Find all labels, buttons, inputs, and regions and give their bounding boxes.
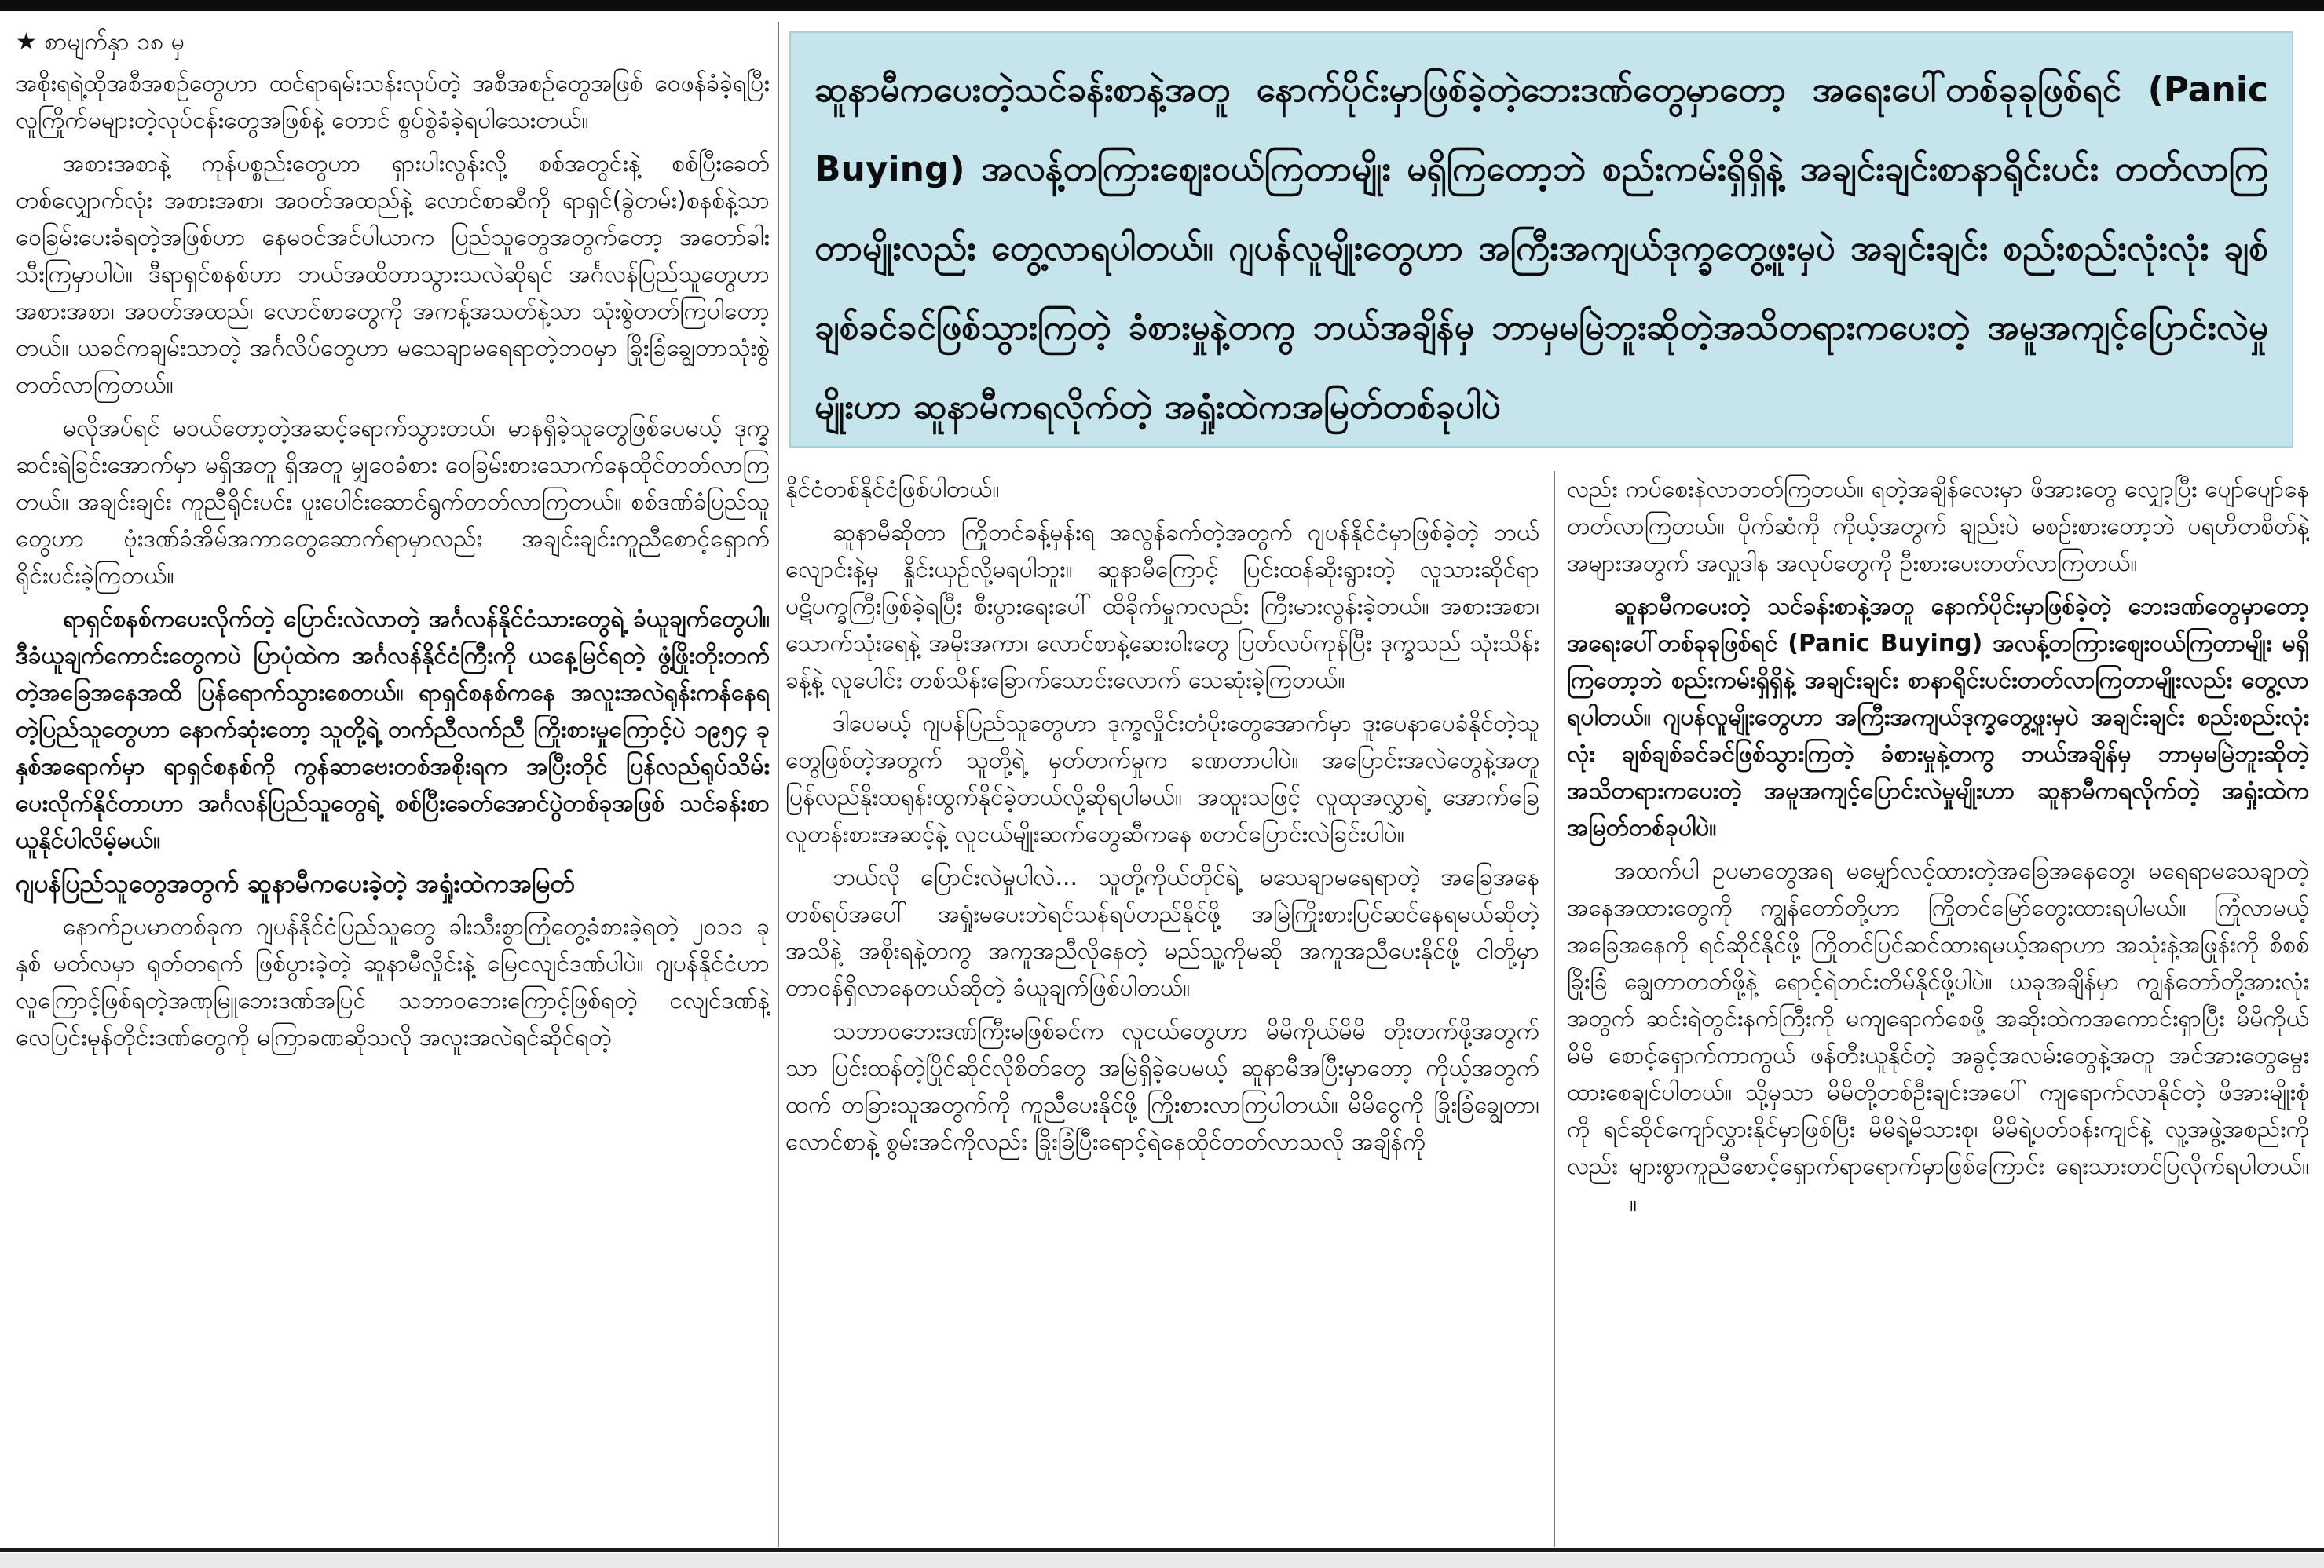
paragraph: သဘာဝဘေးဒဏ်ကြီးမဖြစ်ခင်က လူငယ်တွေဟာ မိမိကိုယ်မိမိ တိုးတက်ဖို့အတွက်သာ ပြင်းထန်တဲ့ပြိုင်ဆိုင်လိုစိတ်တွေ အမြဲရှိခဲ့ပေမယ့် ဆူနာမီအပြီးမှာတော့ ကိုယ့်အတွက်ထက် တခြားသူအတွက်ကို ကူညီပေးနိုင်ဖို့ ကြိုးစားလာကြပါတယ်။ မိမိငွေကို ခြိုးခြံချွေတာ၊ လောင်စာနဲ့ စွမ်းအင်ကိုလည်း ခြိုးခြံပြီးရောင့်ရဲနေထိုင်တတ်လာသလို အချိန်ကို [785, 1018, 1539, 1156]
paragraph [1567, 853, 2309, 1222]
column-divider [778, 22, 779, 1547]
paragraph: နောက်ဥပမာတစ်ခုက ဂျပန်နိုင်ငံပြည်သူတွေ ခါးသီးစွာကြုံတွေ့ခံစားခဲ့ရတဲ့ ၂၀၁၁ ခုနှစ် မတ်လမှာ ရုတ်တရက် ဖြစ်ပွားခဲ့တဲ့ ဆူနာမီလှိုင်းနဲ့ မြေငလျင်ဒဏ်ပါပဲ။ ဂျပန်နိုင်ငံဟာ လူကြောင့်ဖြစ်ရတဲ့အဏုမြူဘေးဒဏ်အပြင် သဘာဝဘေးကြောင့်ဖြစ်ရတဲ့ ငလျင်ဒဏ်နဲ့ လေပြင်းမုန်တိုင်းဒဏ်တွေကို မကြာခဏဆိုသလို အလူးအလဲရင်ဆိုင်ရတဲ့ [16, 913, 770, 1051]
bold-paragraph: ရာရှင်စနစ်ကပေးလိုက်တဲ့ ပြောင်းလဲလာတဲ့ အင်္ဂလန်နိုင်ငံသားတွေရဲ့ ခံယူချက်တွေပါ။ ဒီခံယူချက်ကောင်းတွေကပဲ ပြာပုံထဲက အင်္ဂလန်နိုင်ငံကြီးကို ယနေ့မြင်ရတဲ့ ဖွံ့ဖြိုးတိုးတက်တဲ့အခြေအနေအထိ ပြန်ရောက်သွားစေတယ်။ ရာရှင်စနစ်ကနေ အလူးအလဲရုန်းကန်နေရတဲ့ပြည်သူတွေဟာ နောက်ဆုံးတော့ သူတို့ရဲ့ တက်ညီလက်ညီ ကြိုးစားမှုကြောင့်ပဲ ၁၉၅၄ ခုနှစ်အရောက်မှာ ရာရှင်စနစ်ကို ကွန်ဆာဗေးတစ်အစိုးရက အပြီးတိုင် ပြန်လည်ရုပ်သိမ်းပေးလိုက်နိုင်တာဟာ အင်္ဂလန်ပြည်သူတွေရဲ့ စစ်ပြီးခေတ်အောင်ပွဲတစ်ခုအဖြစ် သင်ခန်းစာယူနိုင်ပါလိမ့်မယ်။ [16, 605, 770, 854]
bold-paragraph: ဆူနာမီကပေးတဲ့ သင်ခန်းစာနဲ့အတူ နောက်ပိုင်းမှာဖြစ်ခဲ့တဲ့ ဘေးဒဏ်တွေမှာတော့ အရေးပေါ်တစ်ခုခုဖြစ်ရင် (Panic Buying) အလန့်တကြားဈေးဝယ်ကြတာမျိုး မရှိကြတော့ဘဲ စည်းကမ်းရှိရှိနဲ့ အချင်းချင်း စာနာရိုင်းပင်းတတ်လာကြတာမျိုးလည်း တွေ့လာရပါတယ်။ ဂျပန်လူမျိုးတွေဟာ အကြီးအကျယ်ဒုက္ခတွေ့ဖူးမှပဲ အချင်းချင်း စည်းစည်းလုံးလုံး ချစ်ချစ်ခင်ခင်ဖြစ်သွားကြတဲ့ ခံစားမှုနဲ့တကွ ဘယ်အချိန်မှ ဘာမှမမြဲဘူးဆိုတဲ့ အသိတရားကပေးတဲ့ အမူအကျင့်ပြောင်းလဲမှုမျိုးဟာ ဆူနာမီကရလိုက်တဲ့ အရှုံးထဲကအမြတ်တစ်ခုပါပဲ။ [1567, 593, 2309, 842]
paragraph: မလိုအပ်ရင် မဝယ်တော့တဲ့အဆင့်ရောက်သွားတယ်၊ မာနရှိခဲ့သူတွေဖြစ်ပေမယ့် ဒုက္ခဆင်းရဲခြင်းအောက်မှာ မရှိအတူ ရှိအတူ မျှဝေခံစား ဝေခြမ်းစားသောက်နေထိုင်တတ်လာကြတယ်။ အချင်းချင်း ကူညီရိုင်းပင်း ပူးပေါင်းဆောင်ရွက်တတ်လာကြတယ်။ စစ်ဒဏ်ခံပြည်သူတွေဟာ ဗုံးဒဏ်ခံအိမ်အကာတွေဆောက်ရာမှာလည်း အချင်းချင်းကူညီစောင့်ရှောက်ရိုင်းပင်းခဲ့ကြတယ်။ [16, 415, 770, 590]
paragraph: ဒါပေမယ့် ဂျပန်ပြည်သူတွေဟာ ဒုက္ခလှိုင်းတံပိုးတွေအောက်မှာ ဒူးပေနာပေခံနိုင်တဲ့သူတွေဖြစ်တဲ့အတွက် သူတို့ရဲ့ မှတ်တက်မှုက ခဏတာပါပဲ။ အပြောင်းအလဲတွေနဲ့အတူ ပြန်လည်နိုးထရုန်းထွက်နိုင်ခဲ့တယ်လို့ဆိုရပါမယ်။ အထူးသဖြင့် လူထုအလွှာရဲ့ အောက်ခြေလူတန်းစားအဆင့်နဲ့ လူငယ်မျိုးဆက်တွေဆီကနေ စတင်ပြောင်းလဲခြင်းပါပဲ။ [785, 710, 1539, 848]
end-mark: ။ [1630, 1190, 1638, 1217]
section-subheading: ဂျပန်ပြည်သူတွေအတွက် ဆူနာမီကပေးခဲ့တဲ့ အရှုံးထဲကအမြတ် [16, 868, 575, 898]
paragraph: အစိုးရရဲ့ထိုအစီအစဉ်တွေဟာ ထင်ရာရမ်းသန်းလုပ်တဲ့ အစီအစဉ်တွေအဖြစ် ဝေဖန်ခံခဲ့ရပြီး လူကြိုက်မများတဲ့လုပ်ငန်းတွေအဖြစ်နဲ့ တောင် စွပ်စွဲခံခဲ့ရပါသေးတယ်။ [16, 70, 770, 134]
pull-quote-box: ဆူနာမီကပေးတဲ့သင်ခန်းစာနဲ့အတူ နောက်ပိုင်းမှာဖြစ်ခဲ့တဲ့ဘေးဒဏ်တွေမှာတော့ အရေးပေါ်တစ်ခုခုဖြစ်ရင် (Panic Buying) အလန့်တကြားဈေးဝယ်ကြတာမျိုး မရှိကြတော့ဘဲ စည်းကမ်းရှိရှိနဲ့ အချင်းချင်းစာနာရိုင်းပင်း တတ်လာကြတာမျိုးလည်း တွေ့လာရပါတယ်။ ဂျပန်လူမျိုးတွေဟာ အကြီးအကျယ်ဒုက္ခတွေ့ဖူးမှပဲ အချင်းချင်း စည်းစည်းလုံးလုံး ချစ်ချစ်ခင်ခင်ဖြစ်သွားကြတဲ့ ခံစားမှုနဲ့တကွ ဘယ်အချိန်မှ ဘာမှမမြဲဘူးဆိုတဲ့အသိတရားကပေးတဲ့ အမူအကျင့်ပြောင်းလဲမှုမျိုးဟာ ဆူနာမီကရလိုက်တဲ့ အရှုံးထဲကအမြတ်တစ်ခုပါပဲ [789, 31, 2293, 448]
continued-from-label: ★ စာမျက်နှာ ၁၈ မှ [16, 28, 185, 56]
paragraph-text: အထက်ပါ ဥပမာတွေအရ မမျှော်လင့်ထားတဲ့အခြေအနေတွေ၊ မရေရာမသေချာတဲ့ အနေအထားတွေကို ကျွန်တော်တို့ဟာ ကြိုတင်မြော်တွေးထားရပါမယ်။ ကြုံလာမယ့် အခြေအနေကို ရင်ဆိုင်နိုင်ဖို့ ကြိုတင်ပြင်ဆင်ထားရမယ့်အရာဟာ အသုံးနဲ့အဖြုန်းကို စိစစ်ခြိုးခြံ ချွေတာတတ်ဖို့နဲ့ ရောင့်ရဲတင်းတိမ်နိုင်ဖို့ပါပဲ။ ယခုအချိန်မှာ ကျွန်တော်တို့အားလုံးအတွက် ဆင်းရဲတွင်းနက်ကြီးကို မကျရောက်စေဖို့ အဆိုးထဲကအကောင်းရှာပြီး မိမိကိုယ်မိမိ စောင့်ရှောက်ကာကွယ် ဖန်တီးယူနိုင်တဲ့ အခွင့်အလမ်းတွေနဲ့အတူ အင်အားတွေမွေးထားစေချင်ပါတယ်။ သို့မှသာ မိမိတို့တစ်ဦးချင်းအပေါ် ကျရောက်လာနိုင်တဲ့ ဖိအားမျိုးစုံကို ရင်ဆိုင်ကျော်လွှားနိုင်မှာဖြစ်ပြီး မိမိရဲ့မိသားစု၊ မိမိရဲ့ပတ်ဝန်းကျင်နဲ့ လူ့အဖွဲ့အစည်းကိုလည်း များစွာကူညီစောင့်ရှောက်ရာရောက်မှာဖြစ်ကြောင်း ရေးသားတင်ပြလိုက်ရပါတယ်။ [1567, 857, 2309, 1180]
article-column-1 [16, 24, 770, 1543]
column-divider [1554, 471, 1555, 1547]
bottom-rule [0, 1548, 2324, 1552]
article-column-3 [1567, 471, 2309, 1543]
article-column-2 [785, 471, 1539, 1543]
paragraph: ဘယ်လို ပြောင်းလဲမှုပါလဲ... သူတို့ကိုယ်တိုင်ရဲ့ မသေချာမရေရာတဲ့ အခြေအနေတစ်ရပ်အပေါ် အရှုံးမပေးဘဲရင်သန်ရပ်တည်နိုင်ဖို့ အမြဲကြိုးစားပြင်ဆင်နေရမယ်ဆိုတဲ့ အသိနဲ့ အစိုးရနဲ့တကွ အကူအညီလိုနေတဲ့ မည်သူ့ကိုမဆို အကူအညီပေးနိုင်ဖို့ ငါတို့မှာတာဝန်ရှိလာနေတယ်ဆိုတဲ့ ခံယူချက်ဖြစ်ပါတယ်။ [785, 864, 1539, 1002]
bottom-strip [0, 1553, 2324, 1568]
paragraph: နိုင်ငံတစ်နိုင်ငံဖြစ်ပါတယ်။ [785, 476, 1000, 503]
paragraph: ဆူနာမီဆိုတာ ကြိုတင်ခန့်မှန်းရ အလွန်ခက်တဲ့အတွက် ဂျပန်နိုင်ငံမှာဖြစ်ခဲ့တဲ့ ဘယ်လျောင်းနဲ့မှ နှိုင်းယှဉ်လို့မရပါဘူး။ ဆူနာမီကြောင့် ပြင်းထန်ဆိုးရွားတဲ့ လူသားဆိုင်ရာ ပဋိပက္ခကြီးဖြစ်ခဲ့ရပြီး စီးပွားရေးပေါ် ထိခိုက်မှုကလည်း ကြီးမားလွန်းခဲ့တယ်။ အစားအစာ၊ သောက်သုံးရေနဲ့ အမိုးအကာ၊ လောင်စာနဲ့ဆေးဝါးတွေ ပြတ်လပ်ကုန်ပြီး ဒုက္ခသည် သုံးသိန်းခန့်နဲ့ လူပေါင်း တစ်သိန်းခြောက်သောင်းလောက် သေဆုံးခဲ့ကြတယ်။ [785, 519, 1539, 694]
top-rule [0, 0, 2324, 11]
paragraph: အစားအစာနဲ့ ကုန်ပစ္စည်းတွေဟာ ရှားပါးလွန်းလို့ စစ်အတွင်းနဲ့ စစ်ပြီးခေတ်တစ်လျှောက်လုံး အစားအစာ၊ အဝတ်အထည်နဲ့ လောင်စာဆီကို ရာရှင်(ခွဲတမ်း)စနစ်နဲ့သာ ဝေခြမ်းပေးခံရတဲ့အဖြစ်ဟာ နေမဝင်အင်ပါယာက ပြည်သူတွေအတွက်တော့ အတော်ခါးသီးကြမှာပါပဲ။ ဒီရာရှင်စနစ်ဟာ ဘယ်အထိတာသွားသလဲဆိုရင် အင်္ဂလန်ပြည်သူတွေဟာ အစားအစာ၊ အဝတ်အထည်၊ လောင်စာတွေကို အကန့်အသတ်နဲ့သာ သုံးစွဲတတ်ကြပါတော့တယ်။ ယခင်ကချမ်းသာတဲ့ အင်္ဂလိပ်တွေဟာ မသေချာမရေရာတဲ့ဘဝမှာ ခြိုးခြံချွေတာသုံးစွဲတတ်လာကြတယ်။ [16, 150, 770, 399]
paragraph: လည်း ကပ်စေးနဲလာတတ်ကြတယ်။ ရတဲ့အချိန်လေးမှာ ဖိအားတွေ လျှော့ပြီး ပျော်ပျော်နေတတ်လာကြတယ်။ ပိုက်ဆံကို ကိုယ့်အတွက် ချည်းပဲ မစဉ်းစားတော့ဘဲ ပရဟိတစိတ်နဲ့ အများအတွက် အလှူဒါန အလုပ်တွေကို ဦးစားပေးတတ်လာကြတယ်။ [1567, 476, 2309, 577]
